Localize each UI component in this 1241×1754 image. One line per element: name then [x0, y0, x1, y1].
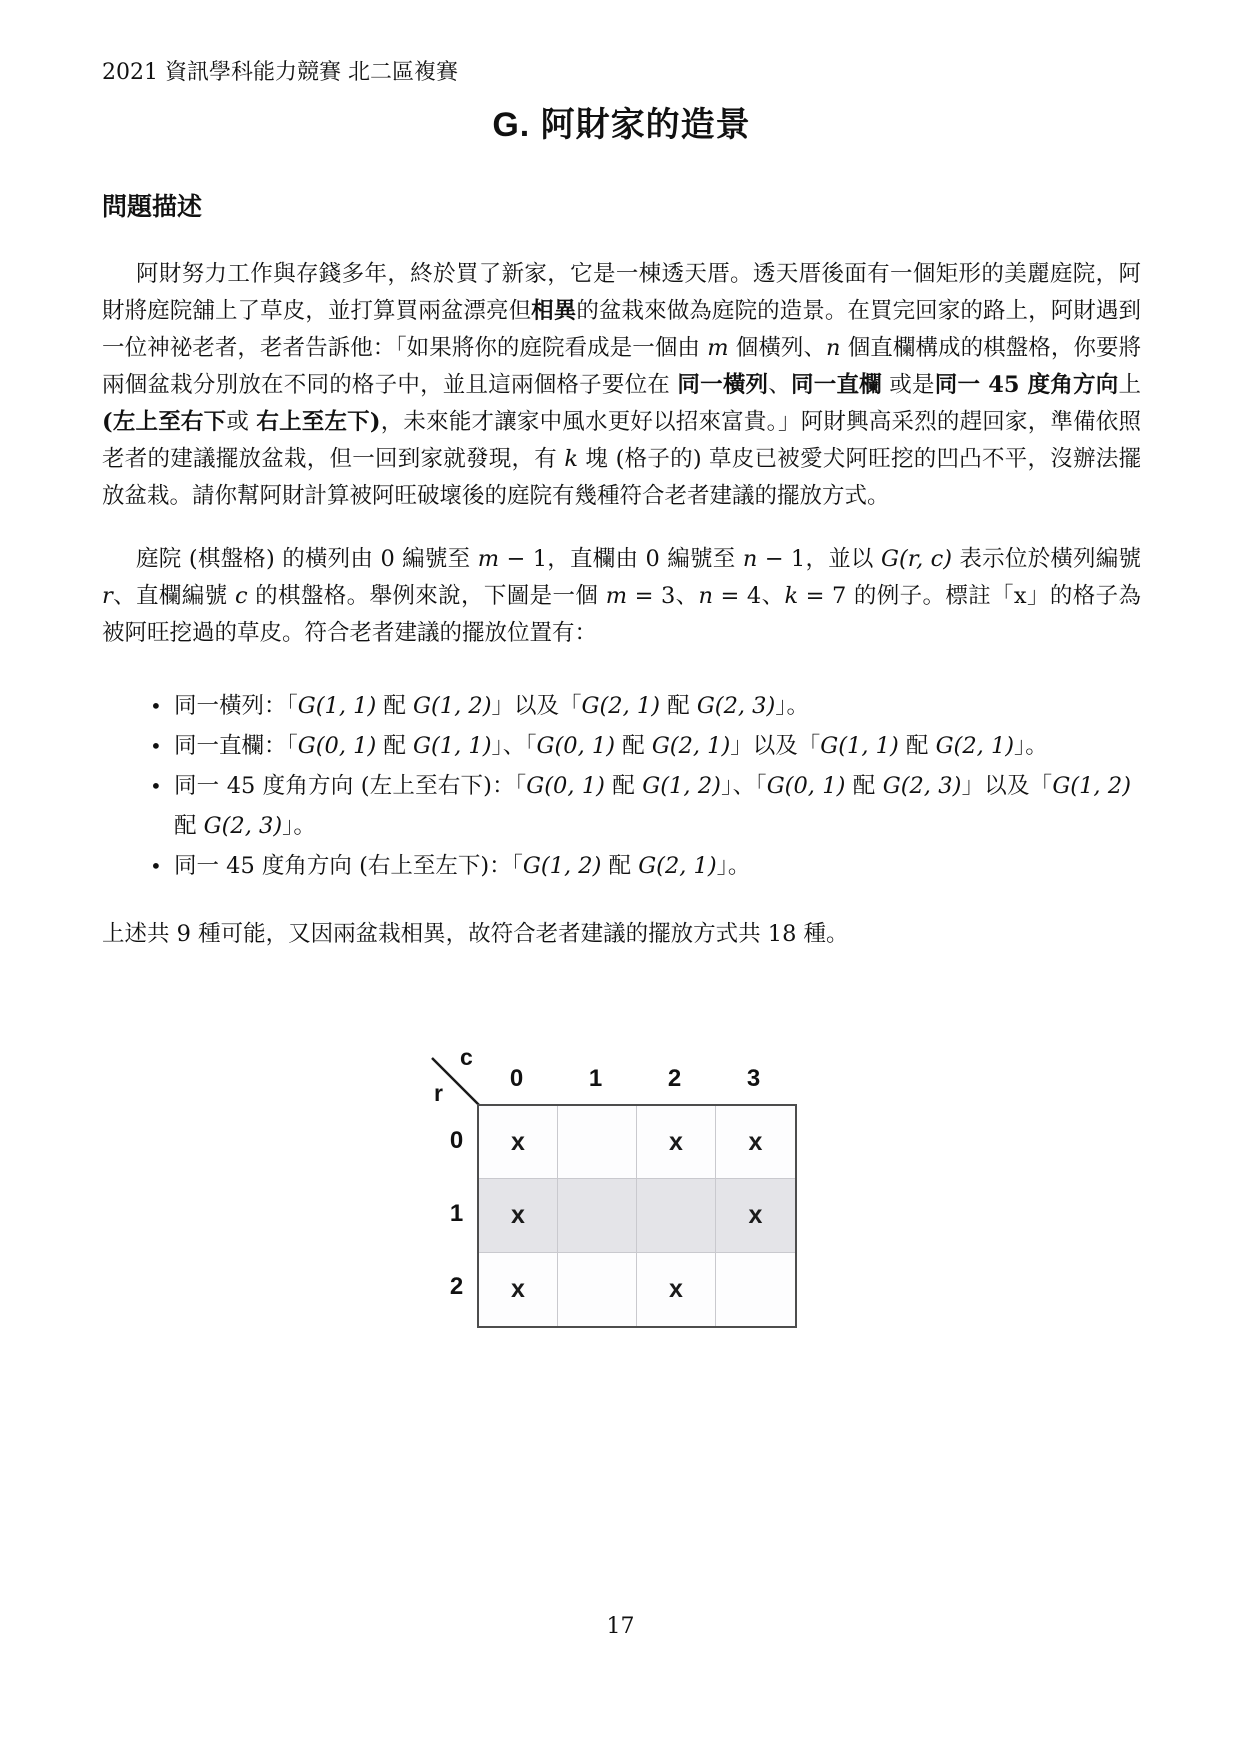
column-label: 2 — [667, 1065, 682, 1092]
bold-segment: 右上至左下) — [256, 409, 381, 435]
math-segment: G(1, 2) — [522, 853, 602, 879]
grid-cell-empty — [716, 1253, 795, 1326]
list-item — [150, 846, 1131, 886]
math-segment: G(1, 1) — [413, 733, 492, 759]
grid-row — [479, 1253, 795, 1326]
text-segment: 上 — [1118, 372, 1141, 398]
text-segment: 配 — [845, 773, 883, 799]
text-segment: − 1，並以 — [757, 546, 882, 572]
row-label: 1 — [449, 1199, 464, 1227]
dug-cell-mark: x — [669, 1127, 683, 1156]
text-segment: 或是 — [881, 372, 935, 398]
math-segment: G(1, 2) — [642, 773, 721, 799]
bold-segment: 同一橫列 — [677, 372, 769, 398]
math-segment: G(1, 1) — [820, 733, 899, 759]
list-item — [150, 686, 1131, 726]
math-segment: G(2, 3) — [203, 813, 283, 839]
text-segment: 同一 45 度角方向 (左上至右下)：「 — [174, 773, 527, 799]
text-segment: 」、「 — [720, 773, 767, 799]
grid-row — [479, 1106, 795, 1179]
math-segment: k — [564, 446, 579, 472]
grid-cell-empty — [558, 1253, 637, 1326]
math-segment: G(0, 1) — [526, 773, 605, 799]
dug-cell-mark: x — [748, 1200, 763, 1229]
grid-cell-empty — [637, 1179, 716, 1252]
math-segment: c — [235, 583, 248, 609]
math-segment: G(1, 2) — [1052, 773, 1131, 799]
text-segment: 配 — [376, 693, 414, 719]
text-segment: 配 — [615, 733, 652, 759]
math-segment: k — [784, 583, 799, 609]
bullet-marker: • — [150, 734, 162, 758]
text-segment: 、直欄編號 — [112, 583, 236, 609]
text-segment: 」以及「 — [961, 773, 1053, 799]
math-segment: G(2, 1) — [581, 693, 660, 719]
text-segment: 配 — [376, 733, 414, 759]
math-segment: G(1, 1) — [297, 693, 377, 719]
paragraph-story — [102, 256, 1141, 515]
grid-cell-dug — [479, 1179, 558, 1252]
bold-segment: 同一直欄 — [791, 372, 882, 398]
text-segment: 同一橫列：「 — [174, 693, 298, 719]
text-segment: 」。 — [716, 853, 751, 879]
text-segment: 上述共 9 種可能，又因兩盆栽相異，故符合老者建議的擺放方式共 18 種。 — [102, 921, 849, 947]
list-item — [150, 766, 1131, 846]
grid-figure — [424, 1042, 804, 1342]
text-segment: 塊 (格子的) 草皮已被愛犬阿旺挖的凹凸不平，沒辦法擺放盆栽。請你幫阿財計算被阿旺破壞後的庭院有幾種符合老者建議的擺放方式。 — [102, 446, 1141, 509]
text-segment: 個直欄構成的棋盤格，你要將兩個盆栽分別放在不同的格子中，並且這兩個格子要位在 — [102, 335, 1142, 398]
paragraph-conclusion — [102, 916, 1141, 953]
bold-segment: 同一 45 度角方向 — [934, 372, 1119, 398]
dug-cell-mark: x — [669, 1274, 683, 1303]
dug-cell-mark: x — [511, 1127, 525, 1156]
math-segment: G(2, 3) — [696, 693, 776, 719]
math-segment: G(2, 1) — [651, 733, 731, 759]
page-number: 17 — [606, 1614, 635, 1639]
text-segment: 庭院 (棋盤格) 的橫列由 0 編號至 — [136, 546, 478, 572]
math-segment: n — [826, 335, 841, 361]
row-label: 2 — [449, 1273, 464, 1301]
grid-cell-dug — [637, 1106, 716, 1179]
bullet-list — [150, 686, 1131, 886]
text-segment: 同一 45 度角方向 (右上至左下)：「 — [174, 853, 523, 879]
text-segment: 阿財努力工作與存錢多年，終於買了新家，它是一棟透天厝。透天厝後面有一個矩形的美麗庭院，阿財將庭院舖上了草皮，並打算買兩盆漂亮但 — [102, 261, 1141, 324]
math-segment: G(r, c) — [881, 546, 952, 572]
math-segment: G(1, 2) — [413, 693, 492, 719]
paragraph-grid-definition — [102, 541, 1141, 652]
math-segment: G(0, 1) — [536, 733, 615, 759]
column-label: 0 — [509, 1065, 524, 1092]
text-segment: ，未來能才讓家中風水更好以招來富貴。」阿財興高采烈的趕回家，準備依照老者的建議擺放盆栽，但一回到家就發現，有 — [102, 409, 1141, 472]
text-segment: 、 — [768, 372, 792, 398]
math-segment: G(2, 3) — [882, 773, 962, 799]
text-segment: 」。 — [775, 693, 810, 719]
math-segment: G(2, 1) — [638, 853, 717, 879]
grid-row — [479, 1179, 795, 1252]
text-segment: 」、「 — [491, 733, 537, 759]
grid-cell-dug — [479, 1106, 558, 1179]
math-segment: n — [742, 546, 758, 572]
math-segment: m — [707, 335, 729, 361]
text-segment: 配 — [898, 733, 936, 759]
text-segment: 的棋盤格。舉例來說，下圖是一個 — [247, 583, 606, 609]
grid-cell-dug — [479, 1253, 558, 1326]
problem-title: G. 阿財家的造景 — [492, 106, 751, 144]
grid-cell-dug — [716, 1106, 795, 1179]
text-segment: = 3、 — [627, 583, 699, 609]
column-labels — [477, 1064, 793, 1094]
bold-segment: 相異 — [531, 298, 577, 324]
axis-label-r: r — [434, 1080, 443, 1106]
math-segment: n — [698, 583, 714, 609]
bold-segment: (左上至右下 — [102, 409, 227, 435]
text-segment: 的盆栽來做為庭院的造景。在買完回家的路上，阿財遇到一位神祕老者，老者告訴他：「如果將你的庭院看成是一個由 — [102, 298, 1141, 361]
grid-cell-dug — [716, 1179, 795, 1252]
dug-cell-mark: x — [511, 1200, 525, 1229]
text-segment: 」。 — [1014, 733, 1048, 759]
text-segment: 個橫列、 — [728, 335, 827, 361]
bullet-marker: • — [150, 694, 162, 718]
axis-label-c: c — [460, 1044, 473, 1070]
bullet-marker: • — [150, 854, 162, 878]
text-segment: 配 — [604, 773, 643, 799]
row-labels — [424, 1104, 477, 1324]
text-segment: − 1，直欄由 0 編號至 — [499, 546, 743, 572]
text-segment: = 4、 — [713, 583, 785, 609]
text-segment: 表示位於橫列編號 — [952, 546, 1141, 572]
row-label: 0 — [449, 1126, 464, 1154]
dug-cell-mark: x — [511, 1274, 525, 1303]
text-segment: 配 — [660, 693, 697, 719]
math-segment: G(0, 1) — [766, 773, 846, 799]
grid-cell-empty — [558, 1179, 637, 1252]
grid-cell-dug — [637, 1253, 716, 1326]
text-segment: 」。 — [282, 813, 316, 839]
math-segment: m — [477, 546, 500, 572]
text-segment: 配 — [601, 853, 639, 879]
math-segment: m — [605, 583, 628, 609]
garden-grid — [477, 1104, 797, 1328]
text-segment: = 7 的例子。標註「x」的格子為被阿旺挖過的草皮。符合老者建議的擺放位置有： — [102, 583, 1141, 646]
bullet-marker: • — [150, 774, 162, 798]
document-header: 2021 資訊學科能力競賽 北二區複賽 — [102, 60, 458, 85]
grid-cell-empty — [558, 1106, 637, 1179]
math-segment: r — [102, 583, 113, 609]
section-heading-problem-description: 問題描述 — [102, 193, 203, 221]
text-segment: 配 — [174, 813, 204, 839]
text-segment: 同一直欄：「 — [174, 733, 298, 759]
math-segment: G(0, 1) — [297, 733, 377, 759]
math-segment: G(2, 1) — [935, 733, 1015, 759]
text-segment: 」以及「 — [730, 733, 821, 759]
list-item — [150, 726, 1131, 766]
dug-cell-mark: x — [748, 1127, 763, 1156]
text-segment: 或 — [226, 409, 257, 435]
text-segment: 」以及「 — [491, 693, 582, 719]
column-label: 1 — [588, 1065, 603, 1092]
column-label: 3 — [746, 1065, 761, 1092]
